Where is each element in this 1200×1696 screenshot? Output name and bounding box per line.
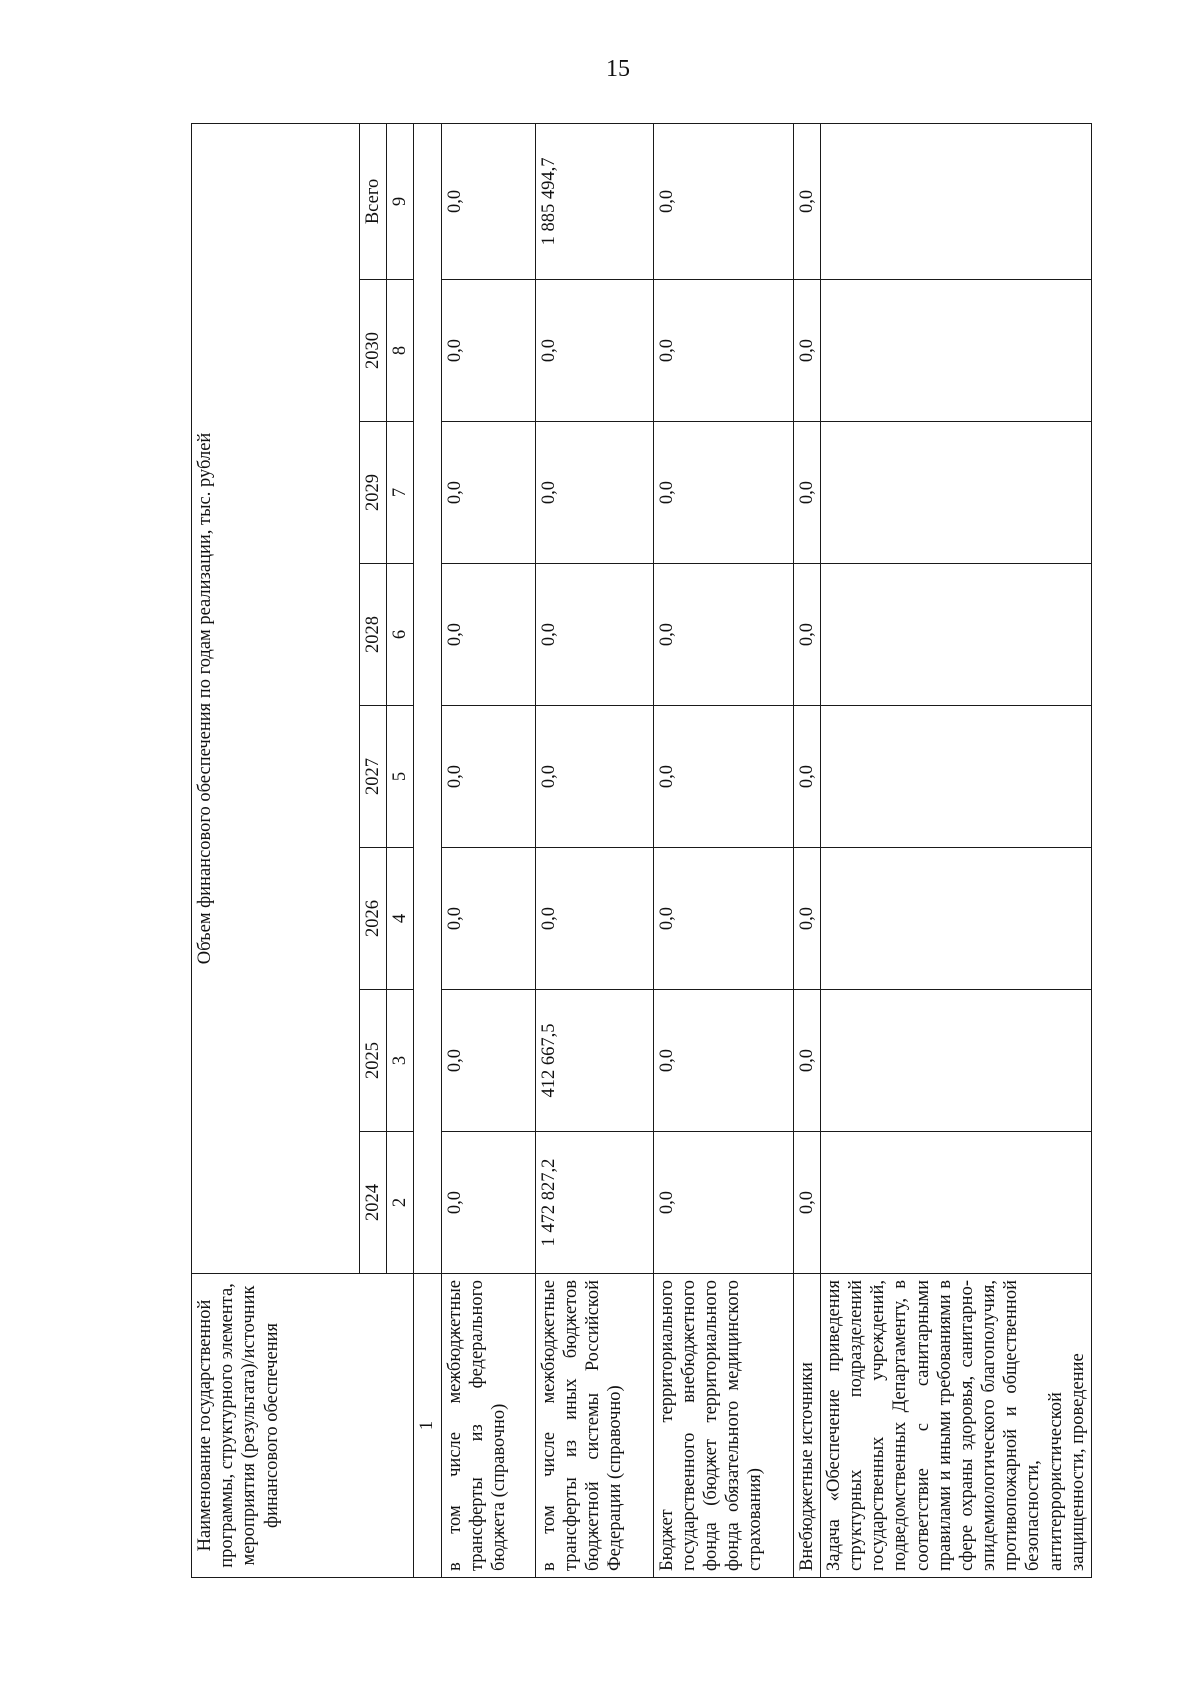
column-number: 7 [387,422,414,564]
table-row [793,123,820,1577]
value-cell: 0,0 [793,848,820,990]
header-name-cell: Наименование государственной программы, структурного элемента, мероприятия (результата)/источник финансового обеспечения [192,1274,414,1578]
value-cell: 0,0 [535,706,653,848]
value-cell: 1 472 827,2 [535,1132,653,1274]
column-number: 5 [387,706,414,848]
value-cell: 0,0 [441,990,535,1132]
year-header: 2025 [360,990,387,1132]
value-cell: 0,0 [653,123,793,279]
value-cell: 0,0 [441,848,535,990]
column-number: 2 [387,1132,414,1274]
value-cell: 0,0 [535,564,653,706]
year-header: 2029 [360,422,387,564]
year-header: 2027 [360,706,387,848]
table-row [653,123,793,1577]
empty-cell [820,706,1091,848]
rotated-table-wrapper [191,124,1088,1578]
year-header: 2026 [360,848,387,990]
empty-cell [820,123,1091,279]
value-cell: 0,0 [441,1132,535,1274]
task-name: Задача «Обеспечение приведения структурных подразделений государственных учреждений, подведомственных Департаменту, в соответствие с санитарными правилами и иными требованиями в сфере охраны здоровья, санитарно-эпидемиологического благополучия, противопожарной и общественной безопасности, антитеррористической защищенности, проведение [820,1274,1091,1578]
column-number: 9 [387,123,414,279]
page-number: 15 [606,56,630,82]
value-cell: 0,0 [793,123,820,279]
value-cell: 0,0 [653,564,793,706]
column-number: 3 [387,990,414,1132]
value-cell: 0,0 [793,422,820,564]
value-cell: 0,0 [653,280,793,422]
value-cell: 0,0 [653,1132,793,1274]
column-number: 8 [387,280,414,422]
value-cell: 0,0 [653,990,793,1132]
table-row [535,123,653,1577]
column-number: 6 [387,564,414,706]
value-cell: 0,0 [793,1132,820,1274]
total-header: Всего [360,123,387,279]
row-name: Внебюджетные источники [793,1274,820,1578]
value-cell: 0,0 [441,706,535,848]
row-name: в том числе межбюджетные трансферты из иных бюджетов бюджетной системы Российской Федерации (справочно) [535,1274,653,1578]
empty-cell [820,848,1091,990]
row-name: Бюджет территориального государственного внебюджетного фонда (бюджет территориального фонда обязательного медицинского страхования) [653,1274,793,1578]
value-cell: 0,0 [653,422,793,564]
empty-cell [820,280,1091,422]
value-cell: 0,0 [441,422,535,564]
empty-cell [820,422,1091,564]
value-cell: 0,0 [653,706,793,848]
value-cell: 0,0 [535,848,653,990]
empty-cell [820,1132,1091,1274]
financing-table [191,123,1092,1578]
table-row [820,123,1091,1577]
value-cell: 0,0 [535,422,653,564]
value-cell: 0,0 [653,848,793,990]
value-cell: 412 667,5 [535,990,653,1132]
value-cell: 0,0 [441,123,535,279]
value-cell: 0,0 [793,280,820,422]
value-cell: 1 885 494,7 [535,123,653,279]
year-header: 2024 [360,1132,387,1274]
empty-cell [820,564,1091,706]
column-number: 4 [387,848,414,990]
table-row [441,123,535,1577]
column-number: 1 [414,1274,441,1578]
value-cell: 0,0 [441,564,535,706]
value-cell: 0,0 [441,280,535,422]
empty-cell [820,990,1091,1132]
year-header: 2028 [360,564,387,706]
value-cell: 0,0 [793,990,820,1132]
value-cell: 0,0 [793,564,820,706]
value-cell: 0,0 [793,706,820,848]
column-number-spacer [414,123,441,1273]
header-volume-cell: Объем финансового обеспечения по годам реализации, тыс. рублей [192,123,360,1273]
value-cell: 0,0 [535,280,653,422]
year-header: 2030 [360,280,387,422]
row-name: в том числе межбюджетные трансферты из федерального бюджета (справочно) [441,1274,535,1578]
